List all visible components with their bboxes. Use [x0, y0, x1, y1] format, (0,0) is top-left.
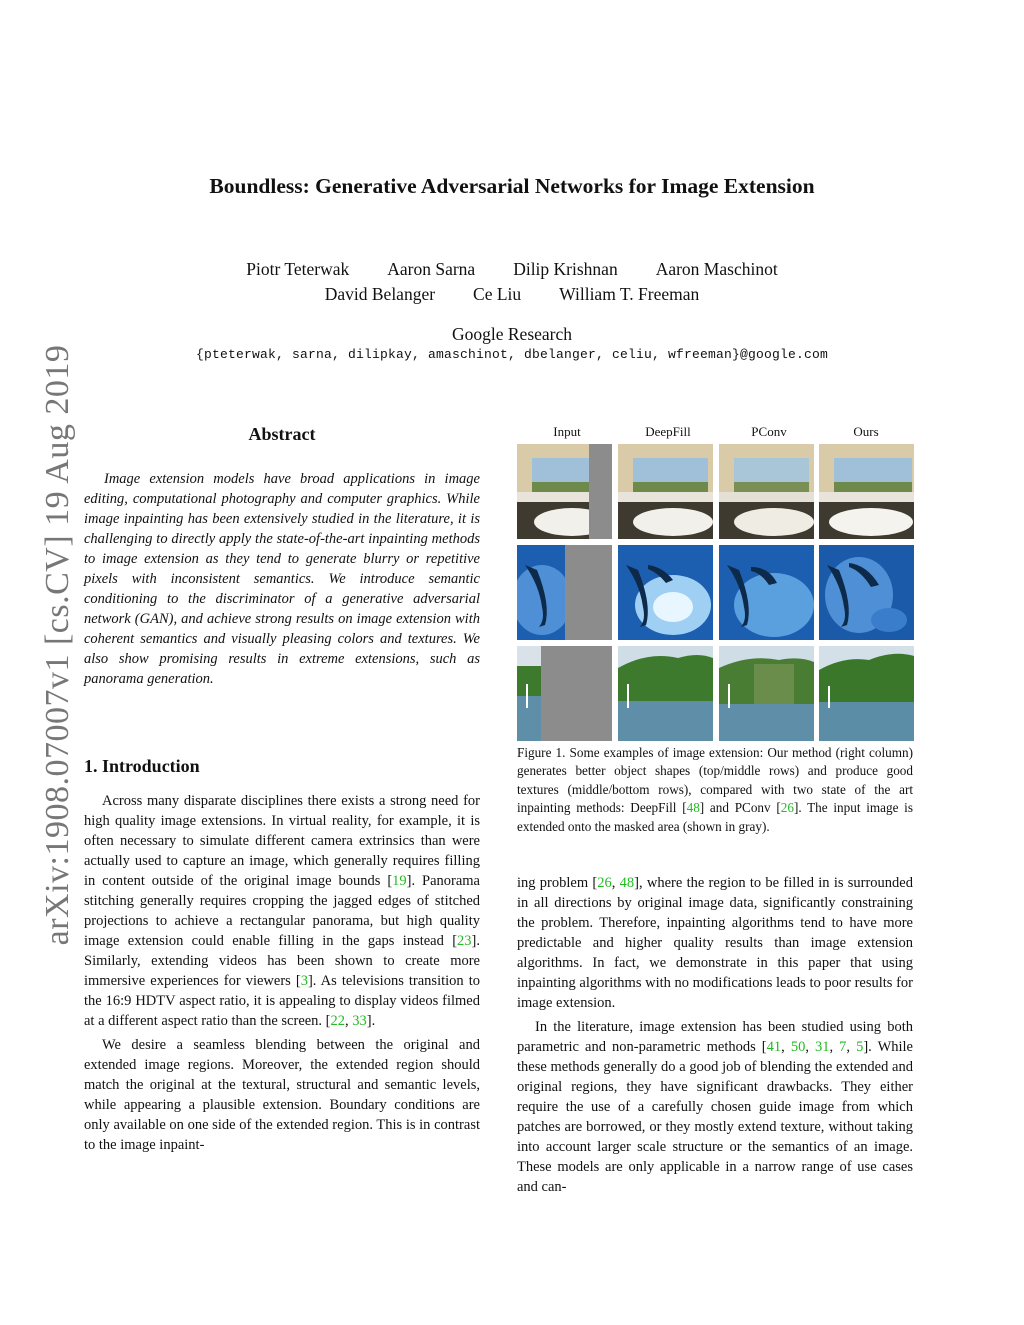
figure-image-dolphin-pconv	[719, 545, 814, 640]
figure-image-mangrove-ours	[819, 646, 914, 741]
author-name: Dilip Krishnan	[513, 259, 618, 279]
intro-paragraph-2: We desire a seamless blending between the original and extended image regions. Moreover, the extended region should match the original at the textural, structural and semantic levels, while appearing a plausible extension. Boundary conditions are only available on one side of the extended region. This is in contrast to the image inpaint-	[84, 1037, 480, 1153]
intro-column	[84, 791, 480, 1155]
figure-image-bathroom-pconv	[719, 444, 814, 539]
affiliation: Google Research	[451, 324, 573, 344]
citation-link[interactable]: 7	[839, 1039, 847, 1055]
figure-column-label: Ours	[853, 424, 879, 439]
citation-link[interactable]: 31	[814, 1039, 830, 1055]
author-name: Ce Liu	[473, 284, 522, 304]
paper-title: Boundless: Generative Adversarial Networks for Image Extension	[209, 174, 815, 198]
figure-image-dolphin-deepfill	[618, 545, 713, 640]
abstract-heading: Abstract	[248, 424, 316, 444]
figure-column-label: Input	[553, 424, 581, 439]
citation-link[interactable]: 26	[780, 800, 794, 816]
section-heading-introduction: 1. Introduction	[84, 756, 200, 776]
authors-line-1	[0, 259, 1024, 280]
citation-link[interactable]: 41	[766, 1039, 782, 1055]
figure-column-label: PConv	[751, 424, 787, 439]
abstract-body	[84, 469, 480, 689]
right-column-text	[517, 873, 913, 1197]
intro-paragraph-1: Across many disparate disciplines there exists a strong need for high quality image extensions. In virtual reality, for example, it is often necessary to simulate different camera extrinsics than were actually used to capture an image, which generally requires filling in content outside of the original image bounds [19]. Panorama stitching generally requires cropping the jagged edges of stitched projections to achieve a rectangular panorama, but high quality image extension could enable filling in the gaps instead [23]. Similarly, extending videos has been shown to create more immersive experiences for viewers [3]. As televisions transition to the 16:9 HDTV aspect ratio, it is appealing to display videos filmed at a different aspect ratio than the screen. [22, 33].	[84, 793, 480, 1029]
right-paragraph-2: In the literature, image extension has been studied using both parametric and non-parametric methods [41, 50, 31, 7, 5]. While these methods generally do a good job of blending the extended and original regions, they have significant drawbacks. They either require the use of a carefully chosen guide image from which patches are borrowed, or they mostly extend texture, without taking into account larger scale structure or the semantics of an image. These models are only applicable in a narrow range of use cases and can-	[517, 1019, 913, 1195]
author-name: Aaron Sarna	[387, 259, 476, 279]
citation-link[interactable]: 48	[686, 800, 700, 816]
figure-image-dolphin-ours	[819, 545, 914, 640]
citation-link[interactable]: 5	[856, 1039, 864, 1055]
figure-column-label: DeepFill	[645, 424, 691, 439]
figure-image-mangrove-deepfill	[618, 646, 713, 741]
figure-image-bathroom-input	[517, 444, 612, 539]
author-name: David Belanger	[324, 284, 436, 304]
figure-image-bathroom-ours	[819, 444, 914, 539]
author-emails: {pteterwak, sarna, dilipkay, amaschinot, dbelanger, celiu, wfreeman}@google.com	[195, 347, 829, 362]
citation-link[interactable]: 26	[597, 875, 612, 891]
abstract-text: Image extension models have broad applications in image editing, computational photography and computer graphics. While image inpainting has been extensively studied in the literature, it is challenging to directly apply the state-of-the-art inpainting methods to image extension as they tend to generate blurry or repetitive pixels with inconsistent semantics. We introduce semantic conditioning to the discriminator of a generative adversarial network (GAN), and achieve strong results on image extension with coherent semantics and visually pleasing colors and textures. We also show promising results in extreme extensions, such as panorama generation.	[84, 471, 480, 687]
figure-image-dolphin-input	[517, 545, 612, 640]
arxiv-side-label: arXiv:1908.07007v1 [cs.CV] 19 Aug 2019	[39, 344, 76, 946]
authors-line-2	[0, 284, 1024, 305]
citation-link[interactable]: 23	[457, 933, 472, 949]
citation-link[interactable]: 50	[790, 1039, 806, 1055]
author-name: William T. Freeman	[559, 284, 700, 304]
author-name: Aaron Maschinot	[655, 259, 778, 279]
author-name: Piotr Teterwak	[246, 259, 350, 279]
citation-link[interactable]: 19	[392, 873, 407, 889]
figure-image-bathroom-deepfill	[618, 444, 713, 539]
figure-image-mangrove-pconv	[719, 646, 814, 741]
right-paragraph-1: ing problem [26, 48], where the region to be filled in is surrounded in all directions by original image data, significantly constraining the problem. Therefore, inpainting algorithms tend to have more predictable and higher quality results than image extension algorithms. In fact, we demonstrate in this paper that using inpainting algorithms with no modifications leads to poor results for image extension.	[517, 875, 913, 1011]
citation-link[interactable]: 48	[619, 875, 635, 891]
figure-1-caption: Figure 1. Some examples of image extension: Our method (right column) generates better object shapes (top/middle rows) and produce good textures (middle/bottom rows), compared with two state of the art inpainting methods: DeepFill [48] and PConv [26]. The input image is extended onto the masked area (shown in gray).	[517, 745, 913, 834]
citation-link[interactable]: 22	[330, 1013, 346, 1029]
citation-link[interactable]: 33	[352, 1013, 367, 1029]
citation-link[interactable]: 3	[300, 973, 308, 989]
figure-image-mangrove-input	[517, 646, 612, 741]
